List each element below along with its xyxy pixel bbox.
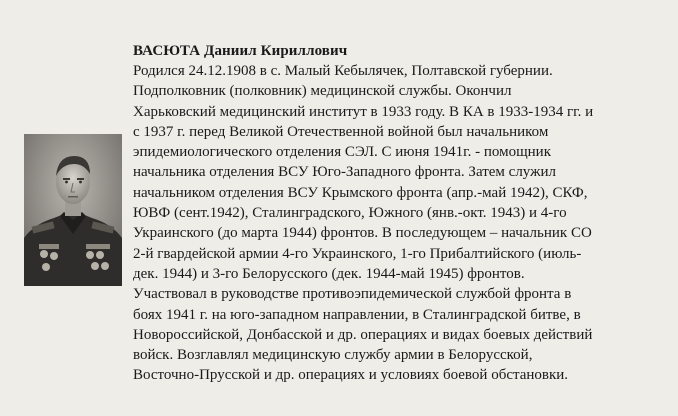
biography-line: начальника отделения ВСУ Юго-Западного фронта. Затем служил: [133, 164, 556, 181]
biography-line: Харьковский медицинский институт в 1933 году. В КА в 1933-1934 гг. и: [133, 103, 594, 120]
biography-line: боях 1941 г. на юго-западном направлении, в Сталинградской битве, в: [133, 306, 581, 323]
biography-line: Подполковник (полковник) медицинской службы. Окончил: [133, 83, 512, 100]
biography-line: 2-й гвардейской армии 4-го Украинского, 1-го Прибалтийского (июль-: [133, 245, 582, 262]
biography-line: Новороссийской, Донбасской и др. операциях и видах боевых действий: [133, 326, 593, 343]
biography-line: с 1937 г. перед Великой Отечественной войной был начальником: [133, 123, 549, 140]
biography-line: Родился 24.12.1908 в с. Малый Кебылячек, Полтавской губернии.: [133, 63, 553, 79]
biography-block: [133, 42, 653, 386]
portrait-photo: [24, 134, 122, 286]
biography-line: Украинского (до марта 1944) фронтов. В последующем – начальник СО: [133, 225, 592, 242]
biography-line: войск. Возглавлял медицинскую службу армии в Белорусской,: [133, 347, 533, 364]
person-name: ВАСЮТА Даниил Кириллович: [133, 43, 348, 59]
biography-line: начальником отделения ВСУ Крымского фронта (апр.-май 1942), СКФ,: [133, 184, 588, 201]
biography-line: Восточно-Прусской и др. операциях и условиях боевой обстановки.: [133, 367, 569, 384]
biography-line: Участвовал в руководстве противоэпидемической службой фронта в: [133, 286, 572, 303]
biography-line: дек. 1944) и 3-го Белорусского (дек. 1944-май 1945) фронтов.: [133, 265, 525, 282]
biography-line: ЮВФ (сент.1942), Сталинградского, Южного (янв.-окт. 1943) и 4-го: [133, 205, 567, 222]
biography-line: эпидемиологического отделения СЭЛ. С июня 1941г. - помощник: [133, 144, 551, 161]
biography-text: [133, 61, 653, 386]
